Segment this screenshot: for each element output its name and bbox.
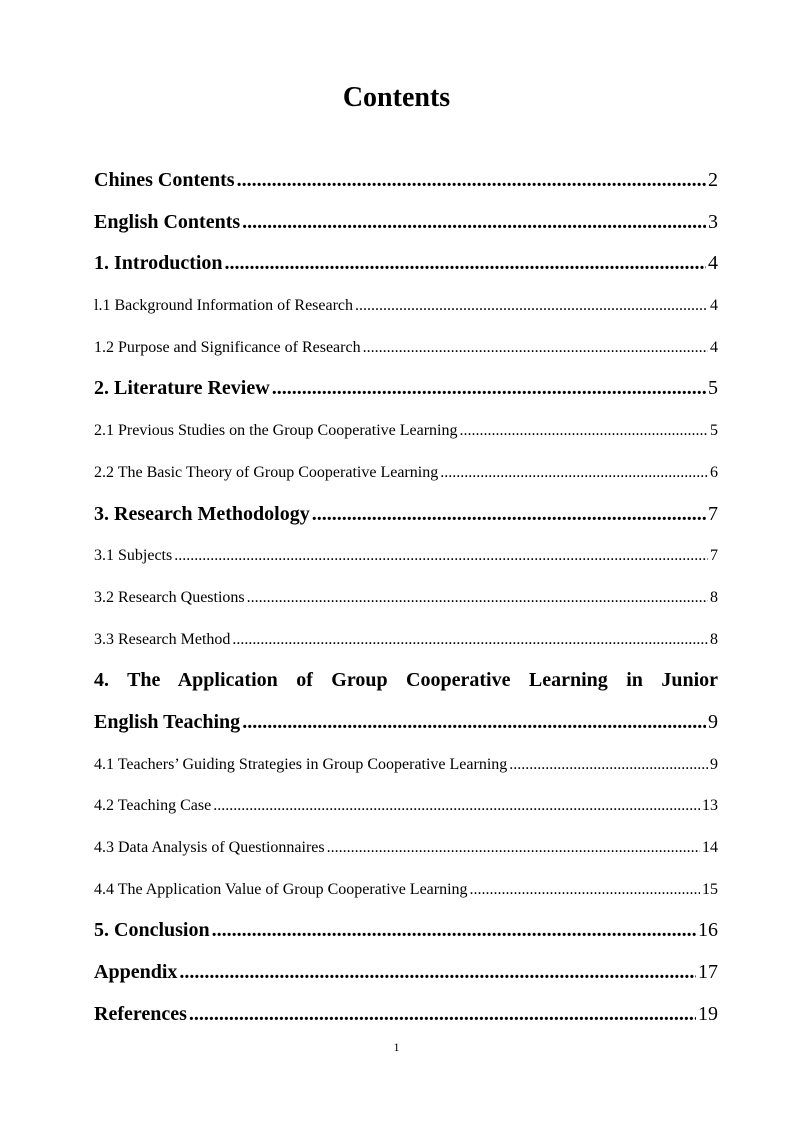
toc-entry-page: 9 (710, 755, 718, 773)
toc-entry-page: 8 (710, 630, 718, 648)
toc-entry-page: 5 (710, 422, 718, 440)
toc-entry-page: 4 (710, 297, 718, 315)
page-title: Contents (342, 82, 451, 113)
toc-entry-label: 2.2 The Basic Theory of Group Cooperative Learning (94, 463, 439, 481)
toc-entry-label: 3. Research Methodology (94, 502, 310, 525)
dot-leader (327, 827, 700, 869)
toc-entry-page: 2 (708, 169, 718, 191)
toc-entry-page: 3 (708, 210, 718, 233)
toc-entry-page: 5 (708, 377, 718, 400)
toc-entry[interactable] (94, 285, 718, 327)
dot-leader (242, 202, 706, 244)
dot-leader (460, 410, 709, 452)
dot-leader (237, 160, 706, 202)
toc-entry-label: 5. Conclusion (94, 919, 210, 942)
dot-leader (247, 577, 708, 619)
toc-entry-label: 1.2 Purpose and Significance of Research (94, 338, 361, 356)
toc-entry-label: 4.1 Teachers’ Guiding Strategies in Group Cooperative Learning (94, 755, 508, 773)
toc-entry-label: Appendix (94, 961, 178, 984)
toc-entry[interactable] (94, 535, 718, 577)
dot-leader (189, 994, 696, 1036)
toc-entry[interactable] (94, 910, 718, 952)
toc-entry-page: 15 (702, 880, 718, 898)
toc-entry-label: 3.1 Subjects (94, 547, 173, 565)
toc-entry-page: 19 (698, 1002, 718, 1025)
dot-leader (470, 869, 700, 911)
toc-entry[interactable] (94, 410, 718, 452)
dot-leader (355, 285, 708, 327)
toc-entry[interactable] (94, 452, 718, 494)
toc-entry[interactable] (94, 243, 718, 285)
dot-leader (312, 494, 706, 536)
toc-entry-label: 4.4 The Application Value of Group Cooperative Learning (94, 880, 468, 898)
toc-entry[interactable] (94, 494, 718, 536)
toc-entry[interactable] (94, 702, 718, 744)
dot-leader (509, 744, 708, 786)
toc-entry[interactable] (94, 994, 718, 1036)
toc-entry[interactable] (94, 202, 718, 244)
toc-entry[interactable] (94, 577, 718, 619)
dot-leader (242, 702, 706, 744)
toc-entry-page: 17 (698, 961, 718, 984)
toc-entry[interactable] (94, 368, 718, 410)
dot-leader (179, 952, 696, 994)
toc-entry-page: 4 (710, 338, 718, 356)
toc-entry[interactable] (94, 744, 718, 786)
dot-leader (225, 243, 706, 285)
toc-entry-page: 9 (708, 710, 718, 733)
toc-entry[interactable] (94, 160, 718, 202)
toc-entry-page: 13 (702, 797, 718, 815)
toc-entry[interactable] (94, 869, 718, 911)
dot-leader (174, 535, 708, 577)
toc-entry-label: English Contents (94, 210, 241, 233)
toc-entry-label: English Teaching (94, 710, 241, 733)
dot-leader (272, 368, 706, 410)
dot-leader (213, 785, 700, 827)
toc-entry[interactable] (94, 785, 718, 827)
page-number: 1 (393, 1040, 400, 1054)
toc-entry[interactable] (94, 952, 718, 994)
toc-entry-page: 4 (708, 252, 718, 275)
toc-entry-page: 7 (710, 547, 718, 565)
toc-entry-label: 4.3 Data Analysis of Questionnaires (94, 839, 325, 856)
dot-leader (440, 452, 708, 494)
toc-entry-label: 1. Introduction (94, 252, 223, 275)
dot-leader (232, 619, 708, 661)
toc-entry-page: 16 (698, 919, 718, 942)
toc-entry[interactable] (94, 327, 718, 369)
toc-entry-label: 2.1 Previous Studies on the Group Cooperative Learning (94, 422, 458, 440)
dot-leader (212, 910, 696, 952)
toc-entry-page: 6 (710, 463, 718, 481)
toc-entry-page: 7 (708, 502, 718, 525)
toc-entry-label: l.1 Background Information of Research (94, 297, 354, 315)
toc-entry-label: 3.3 Research Method (94, 630, 231, 648)
toc-entry-label: 3.2 Research Questions (94, 588, 245, 606)
toc-entry-label: 4.2 Teaching Case (94, 797, 212, 815)
toc-entry-heading-line[interactable]: 4. The Application of Group Cooperative Learning in Junior (94, 669, 718, 692)
table-of-contents (94, 160, 718, 1035)
toc-entry[interactable] (94, 827, 718, 869)
dot-leader (363, 327, 708, 369)
toc-entry-label: Chines Contents (94, 169, 235, 191)
toc-entry-page: 8 (710, 588, 718, 606)
toc-entry-label: References (94, 1002, 187, 1025)
toc-entry-label: 2. Literature Review (94, 377, 270, 400)
toc-entry-page: 14 (702, 839, 718, 856)
toc-entry[interactable] (94, 619, 718, 661)
